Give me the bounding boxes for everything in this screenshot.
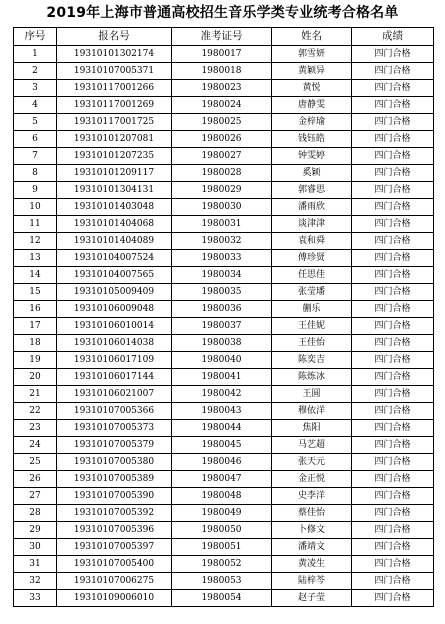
cell-admission-ticket-no: 1980053: [172, 573, 272, 590]
cell-name: 赵子莹: [272, 590, 352, 607]
table-row: [14, 182, 434, 199]
table-row: [14, 318, 434, 335]
cell-name: 陆梓芩: [272, 573, 352, 590]
cell-name: 张天元: [272, 454, 352, 471]
cell-name: 谈津津: [272, 216, 352, 233]
cell-admission-ticket-no: 1980033: [172, 250, 272, 267]
cell-seq: 3: [14, 80, 57, 97]
cell-result: 四门合格: [352, 182, 434, 199]
cell-name: 张莹璠: [272, 284, 352, 301]
cell-result: 四门合格: [352, 97, 434, 114]
table-row: [14, 590, 434, 607]
cell-admission-ticket-no: 1980026: [172, 131, 272, 148]
cell-seq: 26: [14, 471, 57, 488]
cell-seq: 7: [14, 148, 57, 165]
cell-admission-ticket-no: 1980032: [172, 233, 272, 250]
cell-registration-no: 19310107005389: [57, 471, 172, 488]
cell-result: 四门合格: [352, 556, 434, 573]
cell-seq: 11: [14, 216, 57, 233]
cell-name: 潘雨欣: [272, 199, 352, 216]
cell-seq: 10: [14, 199, 57, 216]
table-row: [14, 386, 434, 403]
table-row: [14, 539, 434, 556]
cell-result: 四门合格: [352, 522, 434, 539]
cell-admission-ticket-no: 1980046: [172, 454, 272, 471]
cell-registration-no: 19310101404068: [57, 216, 172, 233]
column-header-registration-no: 报名号: [57, 28, 172, 46]
cell-name: 马艺超: [272, 437, 352, 454]
cell-registration-no: 19310101209117: [57, 165, 172, 182]
cell-seq: 2: [14, 63, 57, 80]
cell-admission-ticket-no: 1980018: [172, 63, 272, 80]
cell-seq: 33: [14, 590, 57, 607]
cell-registration-no: 19310107005392: [57, 505, 172, 522]
cell-name: 陈奕吉: [272, 352, 352, 369]
cell-registration-no: 19310107005366: [57, 403, 172, 420]
table-row: [14, 471, 434, 488]
cell-admission-ticket-no: 1980038: [172, 335, 272, 352]
cell-seq: 13: [14, 250, 57, 267]
cell-result: 四门合格: [352, 471, 434, 488]
column-header-name: 姓名: [272, 28, 352, 46]
cell-seq: 8: [14, 165, 57, 182]
cell-name: 唐静雯: [272, 97, 352, 114]
cell-registration-no: 19310107005371: [57, 63, 172, 80]
cell-seq: 25: [14, 454, 57, 471]
results-table: [13, 27, 434, 607]
cell-name: 金正悦: [272, 471, 352, 488]
cell-registration-no: 19310107005379: [57, 437, 172, 454]
cell-result: 四门合格: [352, 284, 434, 301]
cell-seq: 29: [14, 522, 57, 539]
table-row: [14, 148, 434, 165]
cell-seq: 17: [14, 318, 57, 335]
cell-name: 袁和舜: [272, 233, 352, 250]
cell-name: 黄凌生: [272, 556, 352, 573]
table-header-row: [14, 28, 434, 46]
document-title: 2019年上海市普通高校招生音乐学类专业统考合格名单: [46, 5, 399, 21]
cell-result: 四门合格: [352, 386, 434, 403]
cell-result: 四门合格: [352, 131, 434, 148]
cell-admission-ticket-no: 1980037: [172, 318, 272, 335]
table-row: [14, 267, 434, 284]
cell-name: 钟雯婷: [272, 148, 352, 165]
table-row: [14, 505, 434, 522]
table-row: [14, 573, 434, 590]
cell-registration-no: 19310101404089: [57, 233, 172, 250]
cell-name: 蔡佳怡: [272, 505, 352, 522]
cell-registration-no: 19310104007565: [57, 267, 172, 284]
table-row: [14, 369, 434, 386]
table-row: [14, 488, 434, 505]
cell-admission-ticket-no: 1980025: [172, 114, 272, 131]
cell-name: 史李洋: [272, 488, 352, 505]
cell-name: 陈炼冰: [272, 369, 352, 386]
cell-admission-ticket-no: 1980048: [172, 488, 272, 505]
cell-result: 四门合格: [352, 590, 434, 607]
cell-result: 四门合格: [352, 114, 434, 131]
cell-admission-ticket-no: 1980028: [172, 165, 272, 182]
cell-seq: 22: [14, 403, 57, 420]
cell-registration-no: 19310107005373: [57, 420, 172, 437]
cell-registration-no: 19310117001725: [57, 114, 172, 131]
cell-admission-ticket-no: 1980035: [172, 284, 272, 301]
cell-admission-ticket-no: 1980054: [172, 590, 272, 607]
cell-seq: 15: [14, 284, 57, 301]
cell-seq: 21: [14, 386, 57, 403]
cell-name: 焦阳: [272, 420, 352, 437]
cell-registration-no: 19310107005396: [57, 522, 172, 539]
cell-admission-ticket-no: 1980041: [172, 369, 272, 386]
cell-result: 四门合格: [352, 335, 434, 352]
cell-result: 四门合格: [352, 46, 434, 63]
cell-registration-no: 19310106021007: [57, 386, 172, 403]
cell-admission-ticket-no: 1980024: [172, 97, 272, 114]
column-header-seq: 序号: [14, 28, 57, 46]
cell-seq: 19: [14, 352, 57, 369]
cell-seq: 9: [14, 182, 57, 199]
cell-name: 黄颖异: [272, 63, 352, 80]
cell-result: 四门合格: [352, 420, 434, 437]
table-row: [14, 131, 434, 148]
table-row: [14, 46, 434, 63]
table-row: [14, 284, 434, 301]
table-row: [14, 437, 434, 454]
cell-seq: 12: [14, 233, 57, 250]
cell-admission-ticket-no: 1980023: [172, 80, 272, 97]
cell-admission-ticket-no: 1980042: [172, 386, 272, 403]
cell-result: 四门合格: [352, 539, 434, 556]
cell-admission-ticket-no: 1980030: [172, 199, 272, 216]
cell-registration-no: 19310117001269: [57, 97, 172, 114]
cell-seq: 27: [14, 488, 57, 505]
cell-registration-no: 19310101207235: [57, 148, 172, 165]
cell-name: 潘靖文: [272, 539, 352, 556]
table-row: [14, 80, 434, 97]
table-body: [14, 46, 434, 607]
cell-registration-no: 19310106017144: [57, 369, 172, 386]
cell-seq: 24: [14, 437, 57, 454]
cell-result: 四门合格: [352, 488, 434, 505]
cell-registration-no: 19310107006275: [57, 573, 172, 590]
cell-registration-no: 19310106009048: [57, 301, 172, 318]
cell-registration-no: 19310107005397: [57, 539, 172, 556]
cell-admission-ticket-no: 1980044: [172, 420, 272, 437]
cell-name: 王圆: [272, 386, 352, 403]
cell-result: 四门合格: [352, 505, 434, 522]
table-row: [14, 522, 434, 539]
cell-registration-no: 19310117001266: [57, 80, 172, 97]
cell-result: 四门合格: [352, 267, 434, 284]
cell-registration-no: 19310101207081: [57, 131, 172, 148]
cell-admission-ticket-no: 1980034: [172, 267, 272, 284]
cell-admission-ticket-no: 1980050: [172, 522, 272, 539]
cell-name: 穆依洋: [272, 403, 352, 420]
cell-seq: 18: [14, 335, 57, 352]
cell-result: 四门合格: [352, 403, 434, 420]
table-row: [14, 250, 434, 267]
cell-result: 四门合格: [352, 165, 434, 182]
cell-name: 郭睿思: [272, 182, 352, 199]
cell-admission-ticket-no: 1980027: [172, 148, 272, 165]
cell-seq: 4: [14, 97, 57, 114]
table-row: [14, 165, 434, 182]
cell-seq: 6: [14, 131, 57, 148]
table-row: [14, 97, 434, 114]
column-header-result: 成绩: [352, 28, 434, 46]
table-row: [14, 352, 434, 369]
cell-name: 任思佳: [272, 267, 352, 284]
table-row: [14, 216, 434, 233]
cell-seq: 14: [14, 267, 57, 284]
table-row: [14, 301, 434, 318]
cell-name: 郭雪妍: [272, 46, 352, 63]
cell-result: 四门合格: [352, 199, 434, 216]
cell-admission-ticket-no: 1980040: [172, 352, 272, 369]
cell-seq: 28: [14, 505, 57, 522]
cell-name: 蒯乐: [272, 301, 352, 318]
cell-registration-no: 19310106017109: [57, 352, 172, 369]
table-row: [14, 63, 434, 80]
column-header-admission-ticket-no: 准考证号: [172, 28, 272, 46]
cell-result: 四门合格: [352, 233, 434, 250]
cell-name: 王佳怡: [272, 335, 352, 352]
cell-registration-no: 19310105009409: [57, 284, 172, 301]
cell-seq: 5: [14, 114, 57, 131]
cell-seq: 20: [14, 369, 57, 386]
cell-registration-no: 19310106010014: [57, 318, 172, 335]
cell-admission-ticket-no: 1980036: [172, 301, 272, 318]
cell-seq: 31: [14, 556, 57, 573]
cell-result: 四门合格: [352, 437, 434, 454]
cell-registration-no: 19310101403048: [57, 199, 172, 216]
cell-name: 傅珍贤: [272, 250, 352, 267]
table-row: [14, 199, 434, 216]
table-row: [14, 556, 434, 573]
cell-admission-ticket-no: 1980029: [172, 182, 272, 199]
cell-admission-ticket-no: 1980051: [172, 539, 272, 556]
cell-name: 黄悦: [272, 80, 352, 97]
cell-result: 四门合格: [352, 352, 434, 369]
cell-registration-no: 19310106014038: [57, 335, 172, 352]
cell-name: 金梓瑜: [272, 114, 352, 131]
cell-result: 四门合格: [352, 216, 434, 233]
table-row: [14, 454, 434, 471]
table-row: [14, 420, 434, 437]
cell-registration-no: 19310109006010: [57, 590, 172, 607]
cell-seq: 16: [14, 301, 57, 318]
cell-name: 奚颖: [272, 165, 352, 182]
cell-admission-ticket-no: 1980052: [172, 556, 272, 573]
cell-result: 四门合格: [352, 301, 434, 318]
cell-seq: 32: [14, 573, 57, 590]
cell-result: 四门合格: [352, 369, 434, 386]
cell-registration-no: 19310107005400: [57, 556, 172, 573]
cell-result: 四门合格: [352, 250, 434, 267]
cell-registration-no: 19310101302174: [57, 46, 172, 63]
cell-admission-ticket-no: 1980043: [172, 403, 272, 420]
cell-name: 王佳妮: [272, 318, 352, 335]
cell-result: 四门合格: [352, 573, 434, 590]
table-row: [14, 114, 434, 131]
table-row: [14, 335, 434, 352]
cell-admission-ticket-no: 1980047: [172, 471, 272, 488]
cell-name: 卜修文: [272, 522, 352, 539]
cell-admission-ticket-no: 1980049: [172, 505, 272, 522]
cell-seq: 1: [14, 46, 57, 63]
cell-result: 四门合格: [352, 80, 434, 97]
cell-registration-no: 19310107005390: [57, 488, 172, 505]
cell-registration-no: 19310107005380: [57, 454, 172, 471]
cell-registration-no: 19310104007524: [57, 250, 172, 267]
cell-seq: 23: [14, 420, 57, 437]
table-row: [14, 403, 434, 420]
cell-result: 四门合格: [352, 454, 434, 471]
cell-result: 四门合格: [352, 148, 434, 165]
cell-registration-no: 19310101304131: [57, 182, 172, 199]
cell-admission-ticket-no: 1980031: [172, 216, 272, 233]
cell-admission-ticket-no: 1980045: [172, 437, 272, 454]
table-row: [14, 233, 434, 250]
cell-result: 四门合格: [352, 63, 434, 80]
cell-seq: 30: [14, 539, 57, 556]
cell-result: 四门合格: [352, 318, 434, 335]
cell-name: 钱钰皓: [272, 131, 352, 148]
cell-admission-ticket-no: 1980017: [172, 46, 272, 63]
